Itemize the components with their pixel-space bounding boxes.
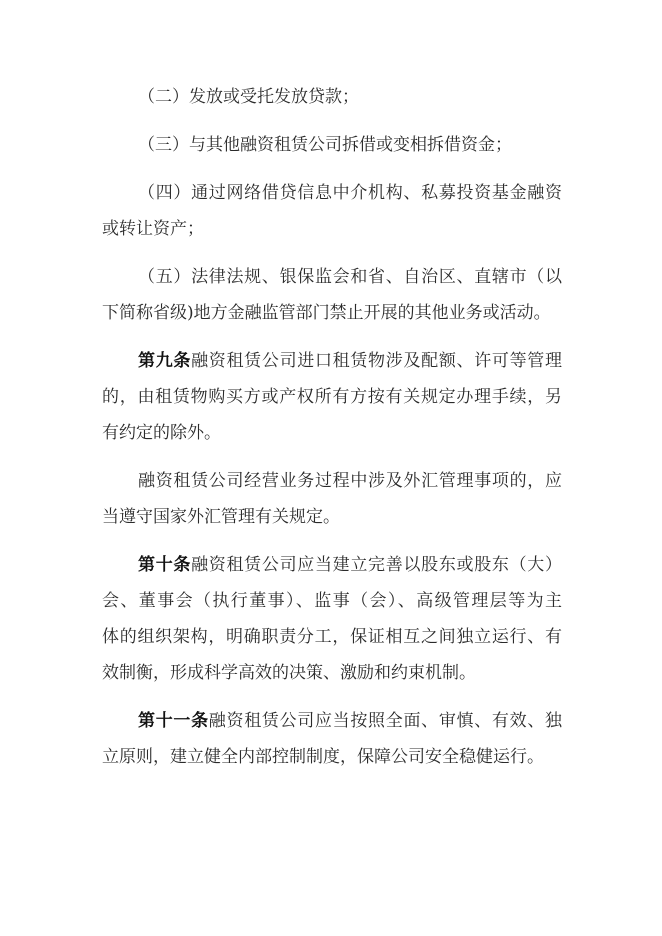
- paragraph-line: [102, 211, 562, 247]
- line-text: 或转让资产；: [102, 219, 204, 239]
- paragraph-line: [102, 415, 562, 451]
- paragraph: [102, 547, 562, 691]
- document-body: [102, 79, 562, 787]
- line-text: （四）通过网络借贷信息中介机构、私募投资基金融资: [138, 183, 562, 203]
- line-text: 下简称省级)地方金融监管部门禁止开展的其他业务或活动。: [102, 303, 551, 323]
- paragraph-line: [102, 583, 562, 619]
- line-text: （五）法律法规、银保监会和省、自治区、直辖市（以: [138, 267, 562, 287]
- paragraph: [102, 343, 562, 451]
- line-text: （二）发放或受托发放贷款；: [138, 87, 359, 107]
- line-text: 融资租赁公司应当建立完善以股东或股东（大）: [191, 555, 563, 575]
- paragraph-line: [102, 655, 562, 691]
- line-text: 会、董事会（执行董事）、监事（会）、高级管理层等为主: [102, 591, 562, 611]
- paragraph-line: [102, 295, 562, 331]
- paragraph-line: [102, 343, 562, 379]
- line-text: 有约定的除外。: [102, 423, 221, 443]
- paragraph-line: [102, 127, 562, 163]
- paragraph: [102, 175, 562, 247]
- paragraph-line: [102, 499, 562, 535]
- article-number: 第十条: [138, 555, 192, 575]
- line-text: 立原则，建立健全内部控制制度，保障公司安全稳健运行。: [102, 747, 544, 767]
- line-text: 融资租赁公司经营业务过程中涉及外汇管理事项的，应: [138, 471, 562, 491]
- line-text: 融资租赁公司应当按照全面、审慎、有效、独: [208, 711, 563, 731]
- paragraph-line: [102, 547, 562, 583]
- line-text: 体的组织架构，明确职责分工，保证相互之间独立运行、有: [102, 627, 562, 647]
- paragraph-line: [102, 175, 562, 211]
- paragraph-line: [102, 259, 562, 295]
- line-text: 的，由租赁物购买方或产权所有方按有关规定办理手续，另: [102, 387, 562, 407]
- line-text: （三）与其他融资租赁公司拆借或变相拆借资金；: [138, 135, 512, 155]
- line-text: 融资租赁公司进口租赁物涉及配额、许可等管理: [191, 351, 563, 371]
- line-text: 当遵守国家外汇管理有关规定。: [102, 507, 340, 527]
- paragraph-line: [102, 703, 562, 739]
- paragraph: [102, 79, 562, 115]
- line-text: 效制衡，形成科学高效的决策、激励和约束机制。: [102, 663, 476, 683]
- paragraph-line: [102, 463, 562, 499]
- paragraph-line: [102, 739, 562, 775]
- article-number: 第九条: [138, 351, 192, 371]
- paragraph: [102, 127, 562, 163]
- paragraph-line: [102, 79, 562, 115]
- article-number: 第十一条: [138, 711, 209, 731]
- paragraph: [102, 259, 562, 331]
- paragraph-line: [102, 379, 562, 415]
- paragraph: [102, 463, 562, 535]
- paragraph-line: [102, 619, 562, 655]
- paragraph: [102, 703, 562, 775]
